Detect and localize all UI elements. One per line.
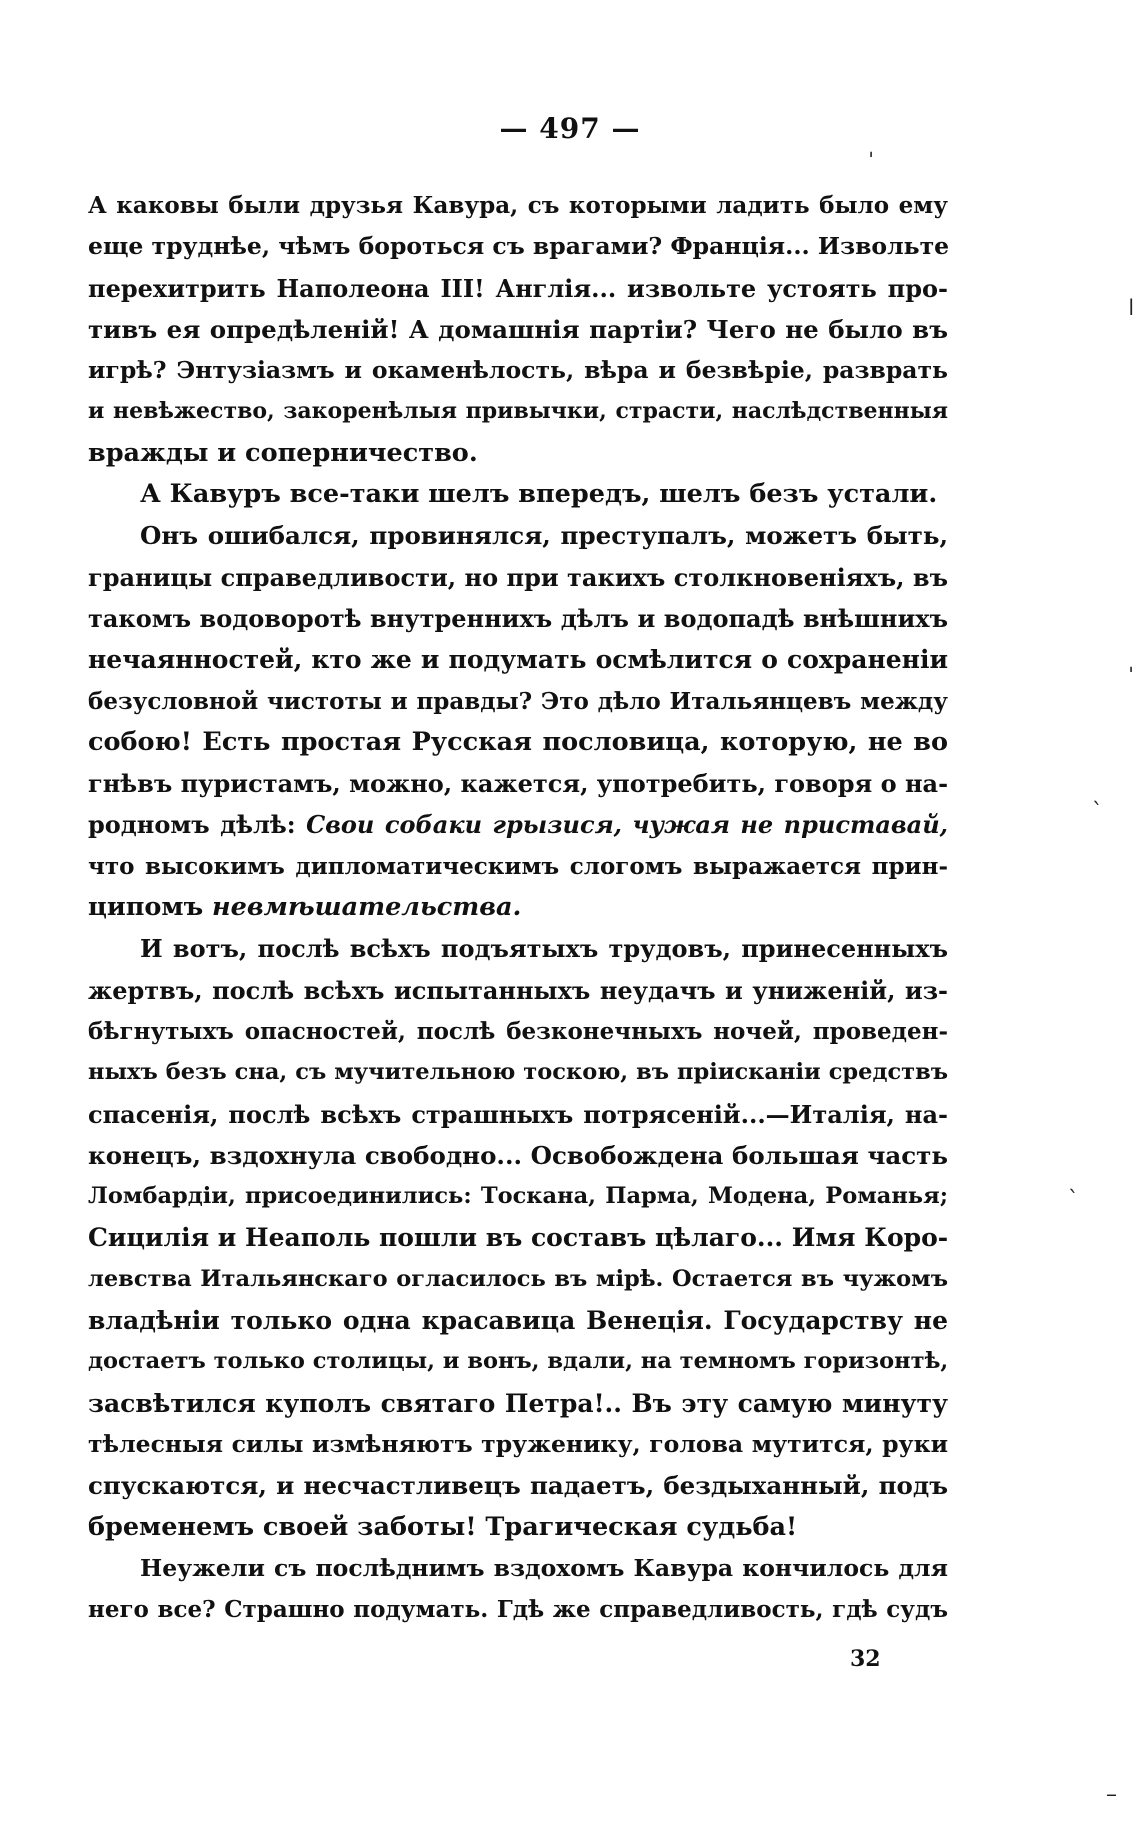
text-line: игрѣ? Энтузіазмъ и окаменѣлость, вѣра и безвѣріе, разврать [88, 356, 948, 385]
text-line: ныхъ безъ сна, съ мучительною тоскою, въ пріисканіи средствъ [88, 1059, 948, 1086]
margin-speck: ǀ [1128, 296, 1135, 321]
margin-speck: – [1106, 1782, 1117, 1807]
text-line: что высокимъ дипломатическимъ слогомъ выражается прин- [88, 852, 948, 880]
italic-text-run: невмѣшательства. [212, 892, 522, 923]
margin-speck: ˌ [1128, 650, 1135, 675]
text-line: Ломбардіи, присоединились: Тоскана, Парма, Модена, Романья; [88, 1183, 948, 1210]
text-line: Сицилія и Неаполь пошли въ составъ цѣлаго... Имя Коро- [88, 1223, 949, 1253]
text-line: собою! Есть простая Русская пословица, которую, не во [88, 726, 948, 757]
italic-text-run: Свои собаки грызися, чужая не приставай, [306, 810, 949, 840]
text-line: засвѣтился куполъ святаго Петра!.. Въ эту самую минуту [88, 1388, 948, 1418]
text-line: владѣніи только одна красавица Венеція. Государству не [88, 1306, 948, 1336]
text-line: А каковы были друзья Кавура, съ которыми ладить было ему [88, 192, 948, 219]
text-line: конецъ, вздохнула свободно... Освобождена большая часть [88, 1140, 948, 1170]
text-line: гнѣвъ пуристамъ, можно, кажется, употребить, говоря о на- [88, 769, 949, 799]
text-line: Онъ ошибался, провинялся, преступалъ, можетъ быть, [140, 521, 948, 551]
text-line: такомъ водоворотѣ внутреннихъ дѣлъ и водопадѣ внѣшнихъ [88, 603, 948, 633]
text-line [88, 804, 948, 845]
page-number: — 497 — [499, 112, 641, 145]
text-run: ципомъ [88, 892, 213, 923]
margin-speck: ˋ [1092, 800, 1103, 825]
text-line: тѣлесныя силы измѣняютъ труженику, голова мутится, руки [88, 1429, 948, 1458]
text-line: бременемъ своей заботы! Трагическая судьба! [88, 1511, 798, 1542]
text-line: безусловной чистоты и правды? Это дѣло Итальянцевъ между [88, 687, 948, 715]
text-line: достаетъ только столицы, и вонъ, вдали, на темномъ горизонтѣ, [88, 1348, 949, 1375]
text-line: нечаянностей, кто же и подумать осмѣлится о сохраненіи [88, 645, 948, 675]
text-line: И вотъ, послѣ всѣхъ подъятыхъ трудовъ, принесенныхъ [140, 934, 948, 964]
text-line: него все? Страшно подумать. Гдѣ же справедливость, гдѣ судъ [88, 1596, 948, 1624]
body-text [88, 185, 948, 1630]
text-line: спускаются, и несчастливецъ падаетъ, бездыханный, подъ [88, 1471, 948, 1501]
text-line [88, 887, 948, 928]
text-line: Неужели съ послѣднимъ вздохомъ Кавура кончилось для [140, 1553, 948, 1582]
signature-mark: 32 [850, 1646, 881, 1672]
text-line: бѣгнутыхъ опасностей, послѣ безконечныхъ ночей, проведен- [88, 1017, 948, 1045]
text-line: вражды и соперничество. [88, 437, 478, 468]
text-line: А Кавуръ все-таки шелъ впередъ, шелъ безъ устали. [140, 479, 938, 510]
margin-speck: ˈ [868, 150, 875, 175]
text-line: спасенія, послѣ всѣхъ страшныхъ потрясеній...—Италія, на- [88, 1099, 948, 1129]
text-line: еще труднѣе, чѣмъ бороться съ врагами? Франція... Извольте [88, 232, 950, 261]
text-line: жертвъ, послѣ всѣхъ испытанныхъ неудачъ и униженій, из- [88, 975, 948, 1005]
text-run: родномъ дѣлѣ: [88, 810, 307, 840]
margin-speck: ˋ [1068, 1188, 1079, 1213]
text-line: левства Итальянскаго огласилось въ мірѣ. Остается въ чужомъ [88, 1265, 948, 1292]
text-line: перехитрить Наполеона III! Англія... извольте устоять про- [88, 273, 948, 303]
text-line: и невѣжество, закоренѣлыя привычки, страсти, наслѣдственныя [88, 398, 948, 425]
text-line: тивъ ея опредѣленій! А домашнія партіи? Чего не было въ [88, 314, 948, 344]
text-line: границы справедливости, но при такихъ столкновеніяхъ, въ [88, 562, 948, 592]
